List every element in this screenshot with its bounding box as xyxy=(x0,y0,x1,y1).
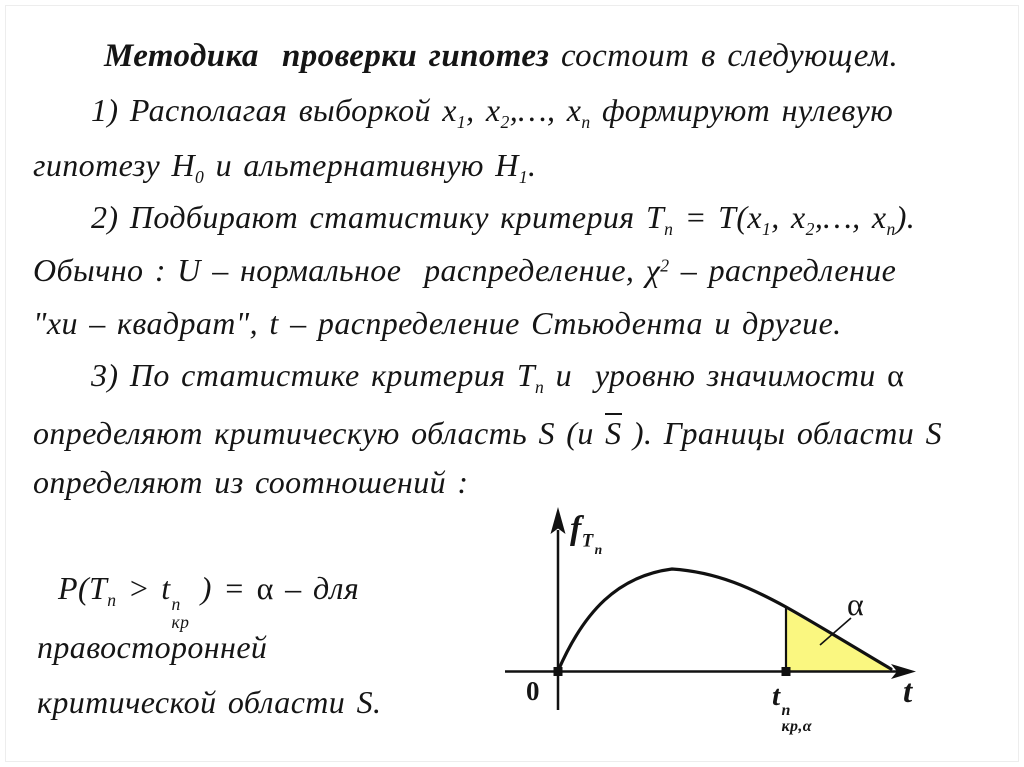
step1-line2: гипотезу $H_0$ и альтернативную $H_1$. xyxy=(33,147,537,188)
formula-caption-line1: правосторонней xyxy=(37,629,268,665)
alpha-label: α xyxy=(847,586,865,622)
critical-value-marker xyxy=(782,667,791,676)
formula-right-sided: $P(T_n > t$ n кр ) = α – для xyxy=(58,570,360,632)
step1-line1: 1) Располагая выборкой $x_1$, $x_2,\dots$, $x_n$ формируют нулевую xyxy=(91,92,894,133)
origin-label: 0 xyxy=(526,676,540,706)
y-axis-label: $f_{Tn}$ xyxy=(570,510,603,557)
step2-line3: "хи – квадрат", t – распределение Стьюдента и другие. xyxy=(33,305,842,341)
step3-line1: 3) По статистике критерия $T_n$ и уровню значимости α xyxy=(91,357,905,398)
critical-value-label: t n кр,α xyxy=(772,680,812,736)
x-axis-label: t xyxy=(903,674,913,710)
step3-line2: определяют критическую область S (и S ). Границы области S xyxy=(33,415,942,451)
step3-line3: определяют из соотношений : xyxy=(33,464,469,500)
origin-marker xyxy=(554,667,563,676)
step2-line2: Обычно : U – нормальное распределение, $\chi^2$ – распредление xyxy=(33,252,897,288)
formula-caption-line2: критической области S. xyxy=(37,684,382,720)
alpha-shaded-region xyxy=(786,609,889,671)
step2-line1: 2) Подбирают статистику критерия $T_n = T(x_1$, $x_2,\dots$, $x_n$). xyxy=(91,199,916,240)
slide-title: Методика проверки гипотез состоит в следующем. xyxy=(104,38,899,74)
y-axis-arrow xyxy=(551,507,566,534)
